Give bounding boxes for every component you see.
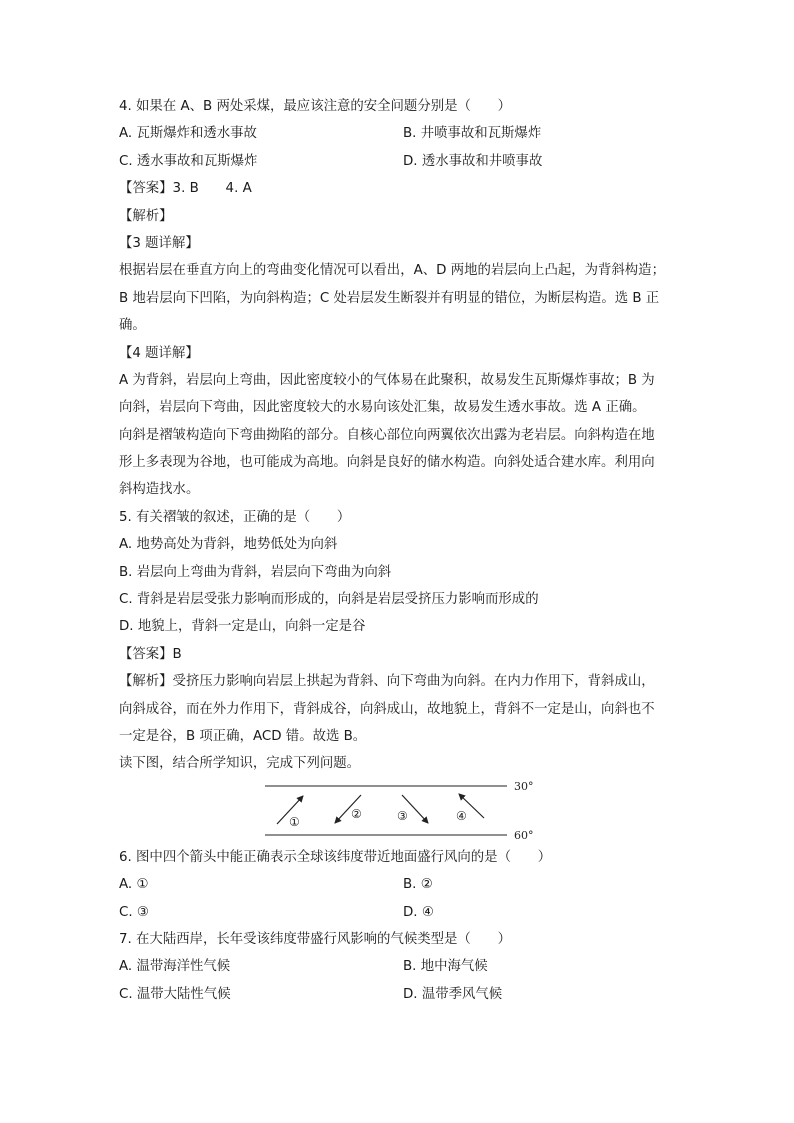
q5-stem: 5. 有关褶皱的叙述，正确的是（ ） (119, 509, 351, 525)
answer-5: 【答案】B (119, 646, 182, 662)
q5-option-d: D. 地貌上，背斜一定是山，向斜一定是谷 (119, 619, 366, 635)
wind-diagram (119, 778, 684, 844)
q7-option-d: D. 温带季风气候 (403, 986, 503, 1002)
q5-option-c: C. 背斜是岩层受张力影响而形成的，向斜是岩层受挤压力影响而形成的 (119, 592, 539, 608)
q7-stem: 7. 在大陆西岸，长年受该纬度带盛行风影响的气候类型是（ ） (119, 931, 511, 947)
q6-stem: 6. 图中四个箭头中能正确表示全球该纬度带近地面盛行风向的是（ ） (119, 849, 552, 865)
q4-detail-line: 斜构造找水。 (119, 482, 200, 498)
q7-option-b: B. 地中海气候 (403, 959, 488, 975)
q5-option-b: B. 岩层向上弯曲为背斜，岩层向下弯曲为向斜 (119, 564, 392, 580)
latitude-label-60: 60° (514, 828, 534, 842)
q3-detail-line: 根据岩层在垂直方向上的弯曲变化情况可以看出，A、D 两地的岩层向上凸起，为背斜构造； (119, 263, 665, 279)
answer-3-4: 【答案】3. B 4. A (119, 181, 252, 197)
q6-options-row-2 (119, 899, 684, 926)
q6-options-row-1 (119, 871, 684, 898)
q6-option-b: B. ② (403, 877, 433, 893)
analysis-5-line: 向斜成谷，而在外力作用下，背斜成谷，向斜成山，故地貌上，背斜不一定是山，向斜也不 (119, 701, 655, 717)
wind-arrow-label-3: ③ (397, 808, 408, 823)
diagram-intro: 读下图，结合所学知识，完成下列问题。 (119, 756, 361, 772)
q4-options-row-1 (119, 120, 684, 147)
wind-arrow-label-4: ④ (456, 808, 467, 823)
q4-detail-line: 向斜是褶皱构造向下弯曲拗陷的部分。自核心部位向两翼依次出露为老岩层。向斜构造在地 (119, 427, 655, 443)
wind-arrow-label-2: ② (351, 806, 362, 821)
document-content (119, 93, 684, 1008)
q3-detail-label: 【3 题详解】 (119, 235, 199, 251)
q4-option-a: A. 瓦斯爆炸和透水事故 (119, 126, 257, 142)
q4-detail-label: 【4 题详解】 (119, 345, 199, 361)
analysis-5-line: 一定是谷，B 项正确，ACD 错。故选 B。 (119, 728, 367, 744)
q5-option-a: A. 地势高处为背斜，地势低处为向斜 (119, 537, 338, 553)
analysis-label: 【解析】 (119, 208, 173, 224)
q4-detail-line: 向斜，岩层向下弯曲，因此密度较大的水易向该处汇集，故易发生透水事故。选 A 正确。 (119, 400, 646, 416)
q4-option-b: B. 井喷事故和瓦斯爆炸 (403, 126, 542, 142)
q7-option-a: A. 温带海洋性气候 (119, 959, 231, 975)
q6-option-a: A. ① (119, 877, 149, 893)
q7-options-row-1 (119, 953, 684, 980)
q4-detail-line: A 为背斜，岩层向上弯曲，因此密度较小的气体易在此聚积，故易发生瓦斯爆炸事故；B 为 (119, 372, 655, 388)
wind-diagram-svg (259, 778, 559, 844)
wind-arrow-label-1: ① (289, 814, 300, 829)
q4-options-row-2 (119, 148, 684, 175)
latitude-label-30: 30° (514, 779, 534, 793)
q7-option-c: C. 温带大陆性气候 (119, 986, 231, 1002)
q7-options-row-2 (119, 981, 684, 1008)
q6-option-c: C. ③ (119, 904, 149, 920)
q3-detail-line: 确。 (119, 318, 146, 334)
q4-option-c: C. 透水事故和瓦斯爆炸 (119, 153, 258, 169)
q4-stem: 4. 如果在 A、B 两处采煤，最应该注意的安全问题分别是（ ） (119, 99, 512, 114)
q3-detail-line: B 地岩层向下凹陷，为向斜构造；C 处岩层发生断裂并有明显的错位，为断层构造。选 B 正 (119, 290, 660, 306)
q4-detail-line: 形上多表现为谷地，也可能成为高地。向斜是良好的储水构造。向斜处适合建水库。利用向 (119, 455, 655, 471)
analysis-5-line: 【解析】受挤压力影响向岩层上拱起为背斜、向下弯曲为向斜。在内力作用下，背斜成山， (119, 674, 655, 690)
q6-option-d: D. ④ (403, 904, 434, 920)
q4-option-d: D. 透水事故和井喷事故 (403, 153, 543, 169)
